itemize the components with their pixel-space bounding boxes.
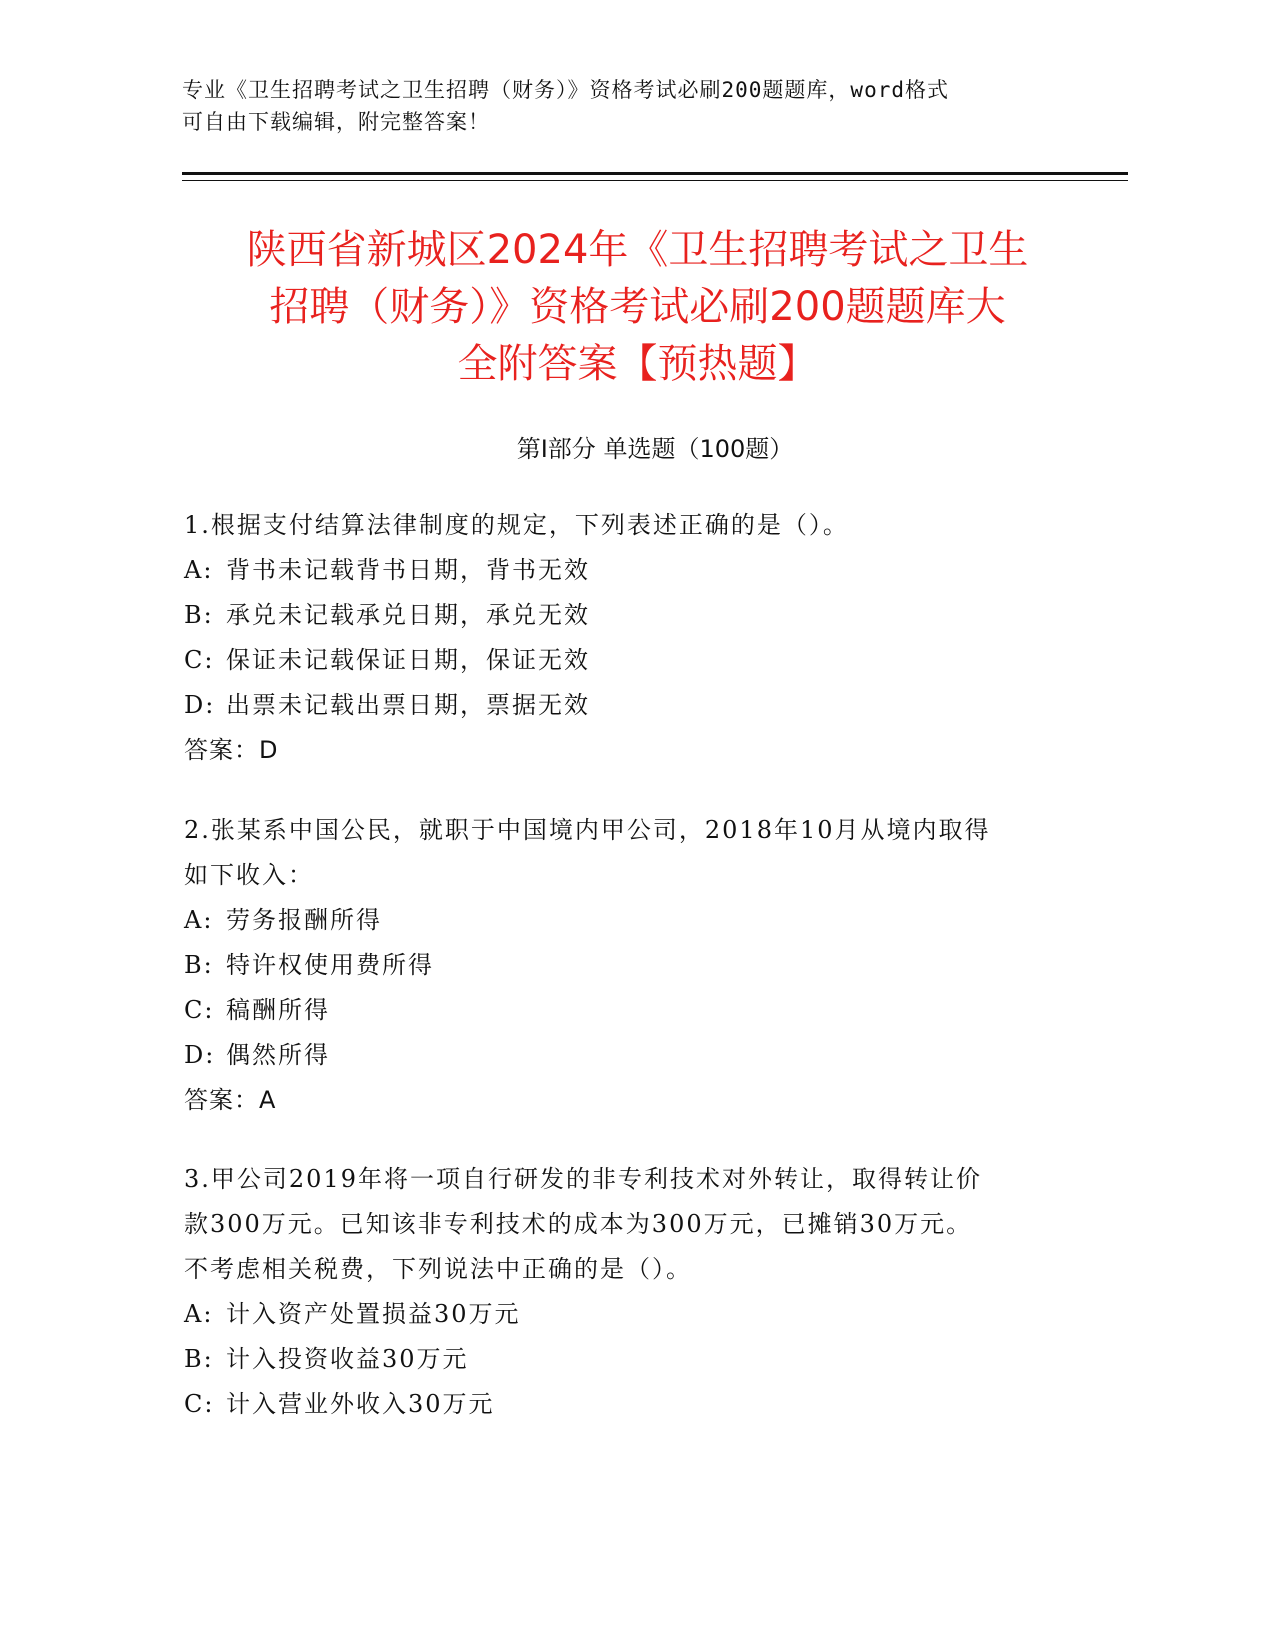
answer-key: 答案：A [184, 1086, 277, 1114]
option-text: 保证未记载保证日期，保证无效 [226, 646, 590, 674]
option-letter: B: [184, 1345, 214, 1373]
answer-option [184, 1337, 1084, 1382]
title-line: 陕西省新城区2024年《卫生招聘考试之卫生 [246, 227, 1029, 273]
option-text: 计入投资收益30万元 [226, 1345, 469, 1373]
option-text: 背书未记载背书日期，背书无效 [226, 556, 590, 584]
question-stem: 3.甲公司2019年将一项自行研发的非专利技术对外转让，取得转让价 [184, 1165, 982, 1193]
question-block [184, 1157, 1084, 1427]
answer-option [184, 593, 1084, 638]
option-letter: D: [184, 691, 216, 719]
option-text: 偶然所得 [226, 1041, 330, 1069]
answer-key: 答案：D [184, 736, 279, 764]
header-note [182, 74, 1062, 138]
option-letter: A: [184, 556, 214, 584]
option-text: 劳务报酬所得 [226, 906, 382, 934]
option-text: 承兑未记载承兑日期，承兑无效 [226, 601, 590, 629]
header-divider-thick [182, 172, 1128, 175]
document-title [150, 222, 1125, 393]
option-letter: D: [184, 1041, 216, 1069]
option-text: 计入资产处置损益30万元 [226, 1300, 521, 1328]
answer-option [184, 943, 1084, 988]
question-block [184, 808, 1084, 1123]
option-letter: B: [184, 601, 214, 629]
answer-option [184, 638, 1084, 683]
answer-option [184, 1033, 1084, 1078]
option-text: 稿酬所得 [226, 996, 330, 1024]
title-line: 招聘（财务）》资格考试必刷200题题库大 [269, 284, 1006, 330]
title-line: 全附答案【预热题】 [457, 341, 818, 387]
option-text: 计入营业外收入30万元 [226, 1390, 495, 1418]
header-divider-thin [182, 180, 1128, 181]
option-text: 出票未记载出票日期，票据无效 [226, 691, 590, 719]
answer-option [184, 988, 1084, 1033]
answer-option [184, 898, 1084, 943]
question-stem: 1.根据支付结算法律制度的规定，下列表述正确的是（）。 [184, 511, 849, 539]
option-letter: B: [184, 951, 214, 979]
option-text: 特许权使用费所得 [226, 951, 434, 979]
question-block [184, 503, 1084, 773]
option-letter: A: [184, 906, 214, 934]
section-title: 第Ⅰ部分 单选题（100题） [516, 435, 794, 463]
option-letter: C: [184, 996, 215, 1024]
question-stem: 2.张某系中国公民，就职于中国境内甲公司，2018年10月从境内取得 [184, 816, 991, 844]
option-letter: C: [184, 1390, 215, 1418]
option-letter: A: [184, 1300, 214, 1328]
answer-option [184, 1292, 1084, 1337]
answer-option [184, 683, 1084, 728]
question-stem: 如下收入： [184, 861, 314, 889]
answer-option [184, 1382, 1084, 1427]
question-stem: 款300万元。已知该非专利技术的成本为300万元，已摊销30万元。 [184, 1210, 973, 1238]
option-letter: C: [184, 646, 215, 674]
answer-option [184, 548, 1084, 593]
header-note-line: 可自由下载编辑，附完整答案！ [182, 110, 490, 134]
header-note-line: 专业《卫生招聘考试之卫生招聘（财务）》资格考试必刷200题题库，word格式 [182, 78, 949, 102]
question-stem: 不考虑相关税费，下列说法中正确的是（）。 [184, 1255, 692, 1283]
